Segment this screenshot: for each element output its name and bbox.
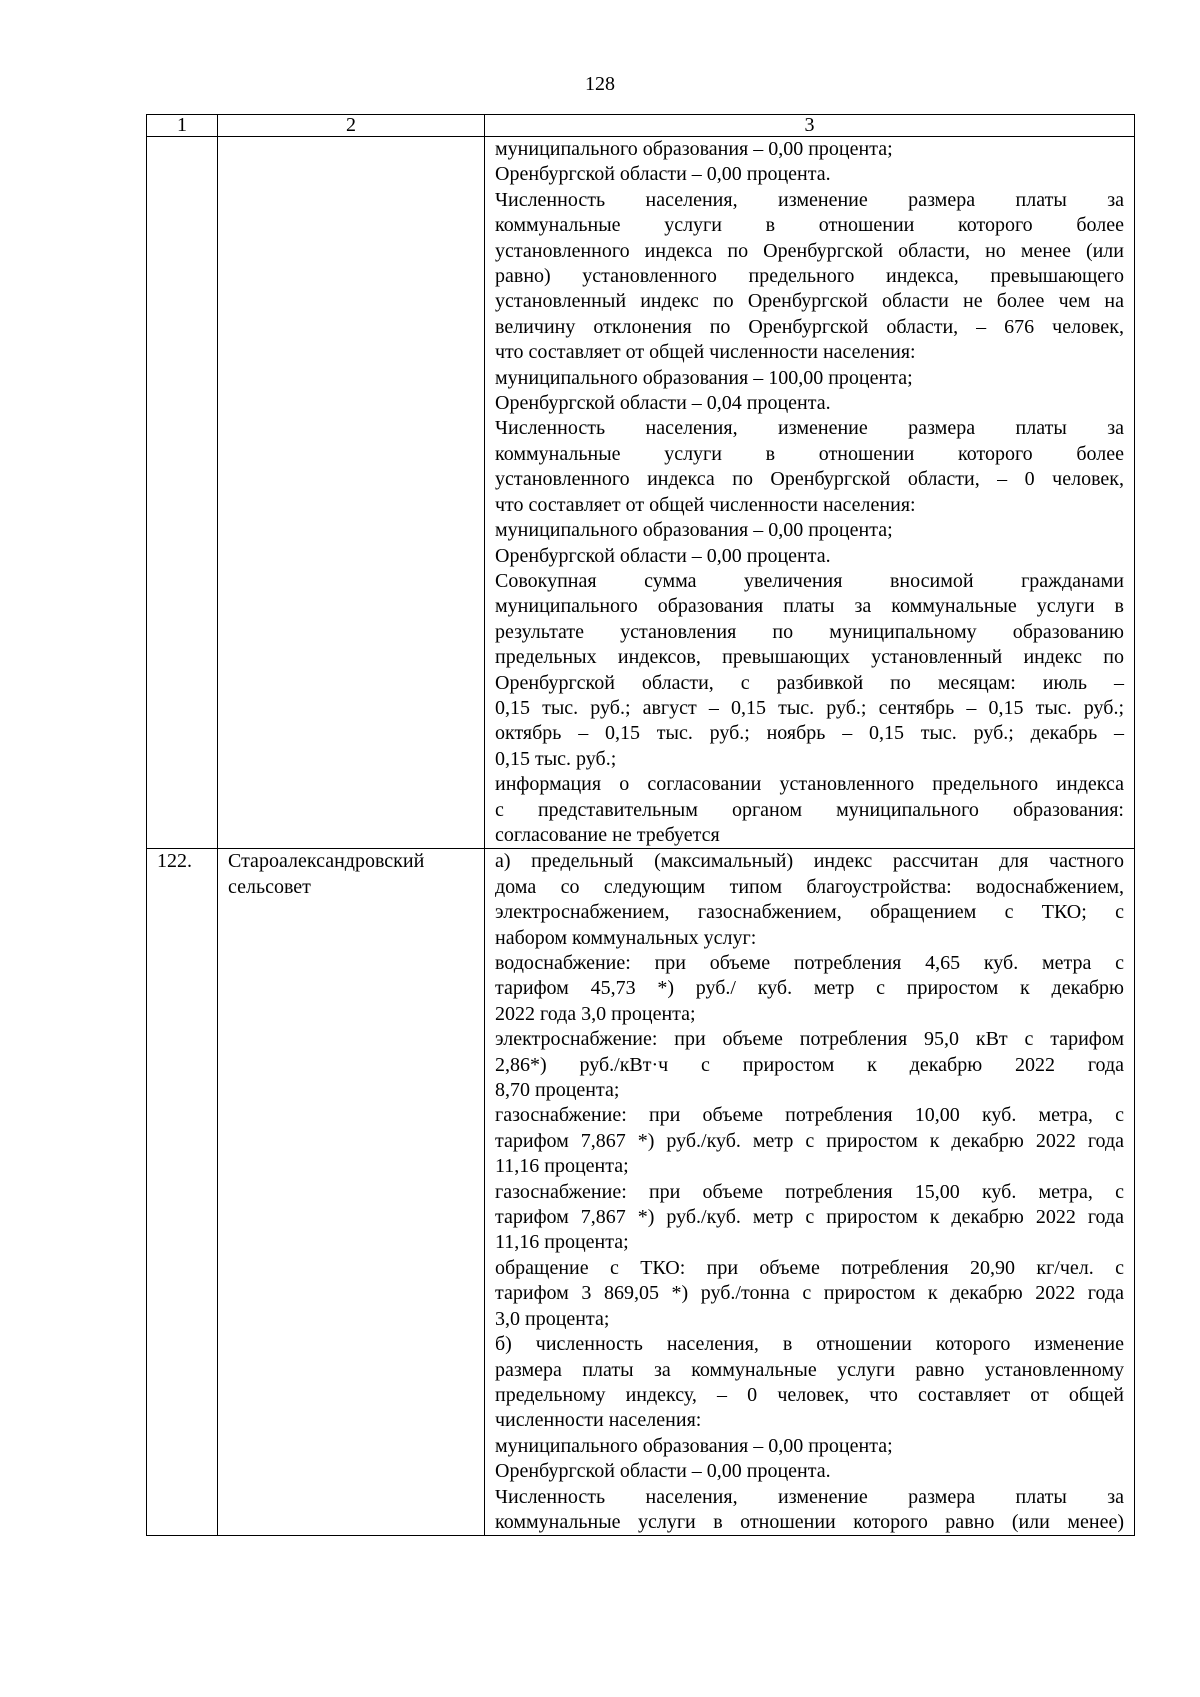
municipality-name: [218, 849, 485, 1536]
description-line: а) предельный (максимальный) индекс рассчитан для частного: [495, 850, 1124, 873]
description-line: установленного индекса по Оренбургской области, но менее (или: [495, 239, 1124, 262]
description-line: Оренбургской области – 0,00 процента.: [495, 163, 831, 186]
page-number: 128: [585, 73, 615, 95]
description-line: электроснабжение: при объеме потребления 95,0 кВт с тарифом: [495, 1028, 1124, 1051]
row-number: [147, 137, 218, 849]
header-col-3: 3: [485, 115, 1135, 137]
description-line: обращение с ТКО: при объеме потребления 20,90 кг/чел. с: [495, 1256, 1124, 1279]
description-line: предельному индексу, – 0 человек, что составляет от общей: [495, 1383, 1124, 1406]
description-line: б) численность населения, в отношении которого изменение: [495, 1333, 1124, 1356]
description-line: муниципального образования – 100,00 процента;: [495, 366, 913, 389]
description-line: тарифом 45,73 *) руб./ куб. метр с приростом к декабрю: [495, 977, 1124, 1000]
table-header-row: [147, 115, 1135, 137]
description-line: 2022 года 3,0 процента;: [495, 1002, 696, 1025]
row-number: 122.: [147, 849, 218, 1536]
description-line: муниципального образования платы за коммунальные услуги в: [495, 595, 1124, 618]
description-line: 2,86*) руб./кВт·ч с приростом к декабрю 2022 года: [495, 1053, 1124, 1076]
municipality-name: [218, 137, 485, 849]
description-line: 0,15 тыс. руб.;: [495, 747, 617, 770]
description-line: установленного индекса по Оренбургской области, – 0 человек,: [495, 468, 1124, 491]
description-line: Численность населения, изменение размера платы за: [495, 417, 1124, 440]
description-line: коммунальные услуги в отношении которого равно (или менее): [495, 1510, 1124, 1533]
description-line: набором коммунальных услуг:: [495, 926, 757, 949]
description-line: Совокупная сумма увеличения вносимой гражданами: [495, 569, 1124, 592]
description-line: тарифом 7,867 *) руб./куб. метр с приростом к декабрю 2022 года: [495, 1206, 1124, 1229]
description-line: величину отклонения по Оренбургской области, – 676 человек,: [495, 315, 1124, 338]
tariff-table: [146, 114, 1135, 1536]
description-line: Численность населения, изменение размера платы за: [495, 188, 1124, 211]
description-line: с представительным органом муниципального образования:: [495, 798, 1124, 821]
description-line: Оренбургской области, с разбивкой по месяцам: июль –: [495, 671, 1124, 694]
description-line: коммунальные услуги в отношении которого более: [495, 442, 1124, 465]
description-line: муниципального образования – 0,00 процента;: [495, 138, 893, 160]
table-body: [147, 137, 1135, 1536]
description-line: численности населения:: [495, 1409, 702, 1432]
description-line: Оренбургской области – 0,00 процента.: [495, 1460, 831, 1483]
table-row: [147, 849, 1135, 1536]
description-line: информация о согласовании установленного предельного индекса: [495, 773, 1124, 796]
description-line: что составляет от общей численности населения:: [495, 341, 916, 364]
description-cell: [485, 137, 1135, 849]
table-row: [147, 137, 1135, 849]
description-line: предельных индексов, превышающих установленный индекс по: [495, 646, 1124, 669]
description-line: октябрь – 0,15 тыс. руб.; ноябрь – 0,15 тыс. руб.; декабрь –: [495, 722, 1124, 745]
description-line: Численность населения, изменение размера платы за: [495, 1485, 1124, 1508]
header-col-1: 1: [147, 115, 218, 137]
description-line: муниципального образования – 0,00 процента;: [495, 519, 893, 542]
description-line: что составляет от общей численности населения:: [495, 493, 916, 516]
description-line: установленный индекс по Оренбургской области не более чем на: [495, 290, 1124, 313]
description-line: согласование не требуется: [495, 823, 720, 846]
description-line: тарифом 7,867 *) руб./куб. метр с приростом к декабрю 2022 года: [495, 1129, 1124, 1152]
description-line: Оренбургской области – 0,04 процента.: [495, 392, 831, 415]
description-line: коммунальные услуги в отношении которого более: [495, 214, 1124, 237]
description-line: 11,16 процента;: [495, 1155, 629, 1178]
description-line: электроснабжением, газоснабжением, обращением с ТКО; с: [495, 901, 1124, 924]
header-col-2: 2: [218, 115, 485, 137]
description-line: 8,70 процента;: [495, 1079, 620, 1102]
description-line: 11,16 процента;: [495, 1231, 629, 1254]
description-line: Оренбургской области – 0,00 процента.: [495, 544, 831, 567]
description-line: 0,15 тыс. руб.; август – 0,15 тыс. руб.; сентябрь – 0,15 тыс. руб.;: [495, 696, 1124, 719]
description-line: муниципального образования – 0,00 процента;: [495, 1434, 893, 1457]
description-line: водоснабжение: при объеме потребления 4,65 куб. метра с: [495, 952, 1124, 974]
description-line: размера платы за коммунальные услуги равно установленному: [495, 1358, 1124, 1381]
description-line: газоснабжение: при объеме потребления 10,00 куб. метра, с: [495, 1104, 1124, 1127]
description-line: 3,0 процента;: [495, 1307, 610, 1330]
description-line: результате установления по муниципальному образованию: [495, 620, 1124, 643]
description-line: тарифом 3 869,05 *) руб./тонна с приростом к декабрю 2022 года: [495, 1282, 1124, 1305]
description-line: равно) установленного предельного индекса, превышающего: [495, 265, 1124, 288]
description-line: газоснабжение: при объеме потребления 15,00 куб. метра, с: [495, 1180, 1124, 1203]
description-line: дома со следующим типом благоустройства: водоснабжением,: [495, 875, 1124, 898]
description-cell: [485, 849, 1135, 1536]
municipality-name-line: Староалександровский: [228, 850, 425, 873]
municipality-name-line: сельсовет: [228, 875, 311, 898]
